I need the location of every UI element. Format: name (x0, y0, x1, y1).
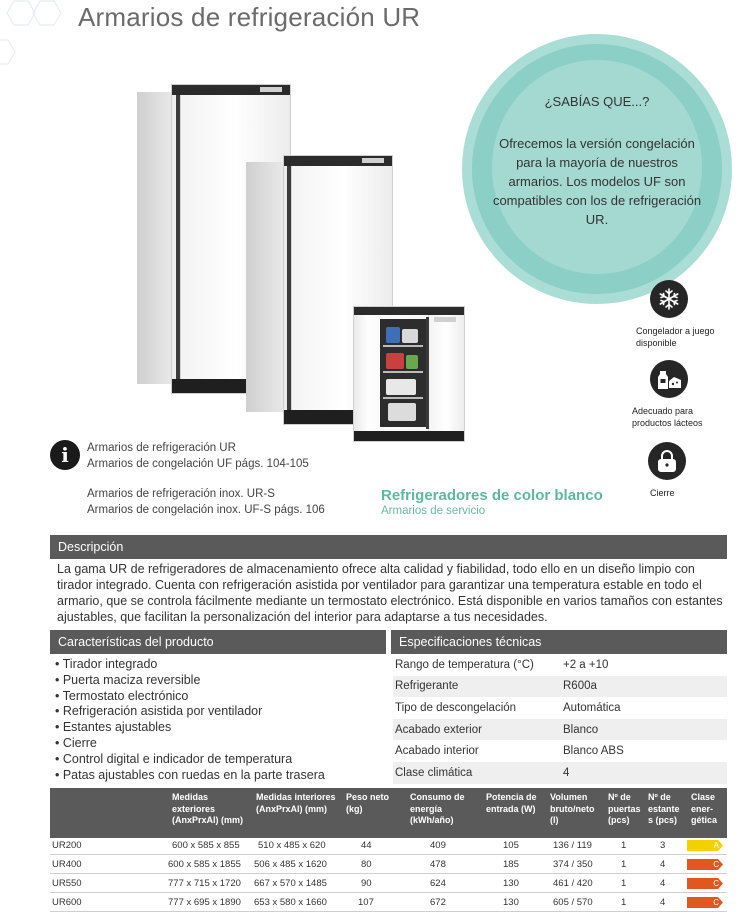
model-consumo: 672 (430, 897, 446, 908)
model-ext: 777 x 715 x 1720 (168, 878, 241, 889)
energy-class-badge (687, 897, 723, 908)
energy-class-label: C (713, 879, 719, 888)
table-row (50, 836, 727, 855)
header-int: Medidas interiores (AnxPrxAl) (mm) (256, 792, 336, 814)
model-name: UR400 (52, 859, 82, 870)
header-clase: Clase ener-gética (691, 792, 718, 825)
spec-value: +2 a +10 (563, 658, 609, 671)
model-consumo: 478 (430, 859, 446, 870)
list-item: • Cierre (55, 735, 97, 750)
dairy-icon (650, 360, 688, 398)
model-consumo: 409 (430, 840, 446, 851)
specs-heading: Especificaciones técnicas (391, 630, 727, 654)
header-ext: Medidas exteriores (AnxPrxAl) (mm) (172, 792, 244, 825)
header-puertas: Nº de puertas (pcs) (608, 792, 641, 825)
spec-value: 4 (561, 762, 727, 784)
table-row (393, 762, 727, 784)
table-row (393, 676, 727, 698)
model-table-header (50, 788, 727, 838)
medium-fridge-side (246, 162, 284, 412)
list-item: • Refrigeración asistida por ventilador (55, 704, 263, 719)
list-item: • Estantes ajustables (55, 720, 172, 735)
model-int: 510 x 485 x 620 (258, 840, 326, 851)
model-consumo: 624 (430, 878, 446, 889)
model-int: 667 x 570 x 1485 (254, 878, 327, 889)
model-volumen: 605 / 570 (553, 897, 593, 908)
lock-icon (648, 442, 686, 480)
model-ext: 600 x 585 x 1855 (168, 859, 241, 870)
did-you-know-circle (462, 34, 732, 304)
feature-lock-label: Cierre (650, 488, 675, 498)
description-text: La gama UR de refrigeradores de almacenamiento ofrece alta calidad y fiabilidad, todo ello en un diseño limpio con tirador integrado. Cuenta con refrigeración asistida por ventilador para garantizar una temperatura estable en todo el armario, que se controla fácilmente mediante un termostato electrónico. Está disponible en varios tamaños con estantes ajustables, que facilitan la personalización del interior para adaptarse a tus necesidades. (57, 562, 723, 624)
spec-value: Automática (563, 701, 621, 714)
model-peso: 107 (358, 897, 374, 908)
feature-dairy (632, 360, 712, 429)
page-title: Armarios de refrigeración UR (78, 2, 421, 32)
large-fridge-side (137, 92, 173, 384)
model-int: 653 x 580 x 1660 (254, 897, 327, 908)
energy-class-label: C (713, 860, 719, 869)
info-icon: i (50, 440, 80, 470)
model-estantes: 4 (660, 897, 666, 908)
reference-line-1: Armarios de refrigeración UR (87, 442, 236, 454)
model-puertas: 1 (621, 859, 627, 870)
list-item: • Termostato electrónico (55, 688, 189, 703)
model-puertas: 1 (621, 878, 627, 889)
reference-line-3: Armarios de refrigeración inox. UR-S (87, 488, 275, 500)
model-estantes: 3 (660, 840, 666, 851)
category-title: Refrigeradores de color blanco (381, 487, 603, 504)
model-puertas: 1 (621, 840, 627, 851)
energy-class-label: A (713, 841, 719, 850)
table-row (393, 719, 727, 741)
list-item: • Control digital e indicador de temperatura (55, 751, 293, 766)
reference-line-2: Armarios de congelación UF págs. 104-105 (87, 458, 309, 470)
energy-class-badge (687, 859, 723, 870)
header-estantes: Nº de estante s (pcs) (648, 792, 680, 825)
model-name: UR550 (52, 878, 82, 889)
model-potencia: 130 (503, 897, 519, 908)
feature-dairy-label: Adecuado para productos lácteos (632, 406, 703, 428)
spec-key: Tipo de descongelación (395, 701, 517, 714)
feature-lock (636, 442, 716, 499)
model-potencia: 130 (503, 878, 519, 889)
spec-key: Refrigerante (393, 676, 561, 698)
model-volumen: 461 / 420 (553, 878, 593, 889)
table-row (393, 740, 727, 762)
model-peso: 44 (361, 840, 372, 851)
model-volumen: 374 / 350 (553, 859, 593, 870)
description-heading: Descripción (50, 535, 727, 559)
model-estantes: 4 (660, 878, 666, 889)
spec-key: Acabado exterior (393, 719, 561, 741)
spec-value: Blanco ABS (563, 745, 624, 758)
model-ext: 777 x 695 x 1890 (168, 897, 241, 908)
list-item: • Tirador integrado (55, 657, 158, 671)
category-subtitle: Armarios de servicio (381, 505, 486, 517)
model-peso: 80 (361, 859, 372, 870)
table-row (50, 855, 727, 874)
reference-line-4: Armarios de congelación inox. UF-S págs. 106 (87, 504, 325, 516)
snowflake-icon (650, 280, 688, 318)
spec-value: R600a (561, 676, 727, 698)
table-row (393, 697, 727, 719)
energy-class-badge (687, 840, 723, 851)
header-consumo: Consumo de energía (kWh/año) (410, 792, 465, 825)
list-item: • Puerta maciza reversible (55, 672, 201, 687)
did-you-know-heading: ¿SABÍAS QUE...? (544, 94, 650, 109)
spec-key: Rango de temperatura (°C) (395, 658, 534, 671)
table-row (50, 893, 727, 912)
table-row (50, 874, 727, 893)
energy-class-badge (687, 878, 723, 889)
model-estantes: 4 (660, 859, 666, 870)
model-peso: 90 (361, 878, 372, 889)
model-puertas: 1 (621, 897, 627, 908)
header-volumen: Volumen bruto/neto (l) (550, 792, 595, 825)
specs-table (393, 654, 727, 784)
hexagon-decoration (0, 0, 80, 70)
model-potencia: 185 (503, 859, 519, 870)
characteristics-heading: Características del producto (50, 630, 386, 654)
header-peso: Peso neto (kg) (346, 792, 390, 814)
spec-key: Clase climática (393, 762, 561, 784)
model-volumen: 136 / 119 (553, 840, 592, 851)
list-item: • Patas ajustables con ruedas en la parte trasera (55, 767, 325, 782)
feature-freezer (636, 280, 716, 349)
feature-freezer-label: Congelador a juego disponible (636, 326, 715, 348)
spec-key: Acabado interior (395, 745, 479, 758)
model-name: UR200 (52, 840, 82, 851)
small-fridge (353, 306, 465, 442)
model-potencia: 105 (503, 840, 519, 851)
did-you-know-text: Ofrecemos la versión congelación para la mayoría de nuestros armarios. Los modelos UF son compatibles con los de refrigeración UR. (492, 136, 702, 227)
header-potencia: Potencia de entrada (W) (486, 792, 537, 814)
spec-value: Blanco (561, 719, 727, 741)
characteristics-list (55, 657, 325, 783)
model-name: UR600 (52, 897, 82, 908)
model-ext: 600 x 585 x 855 (172, 840, 240, 851)
table-row (393, 654, 727, 676)
energy-class-label: C (713, 898, 719, 907)
model-int: 506 x 485 x 1620 (254, 859, 327, 870)
